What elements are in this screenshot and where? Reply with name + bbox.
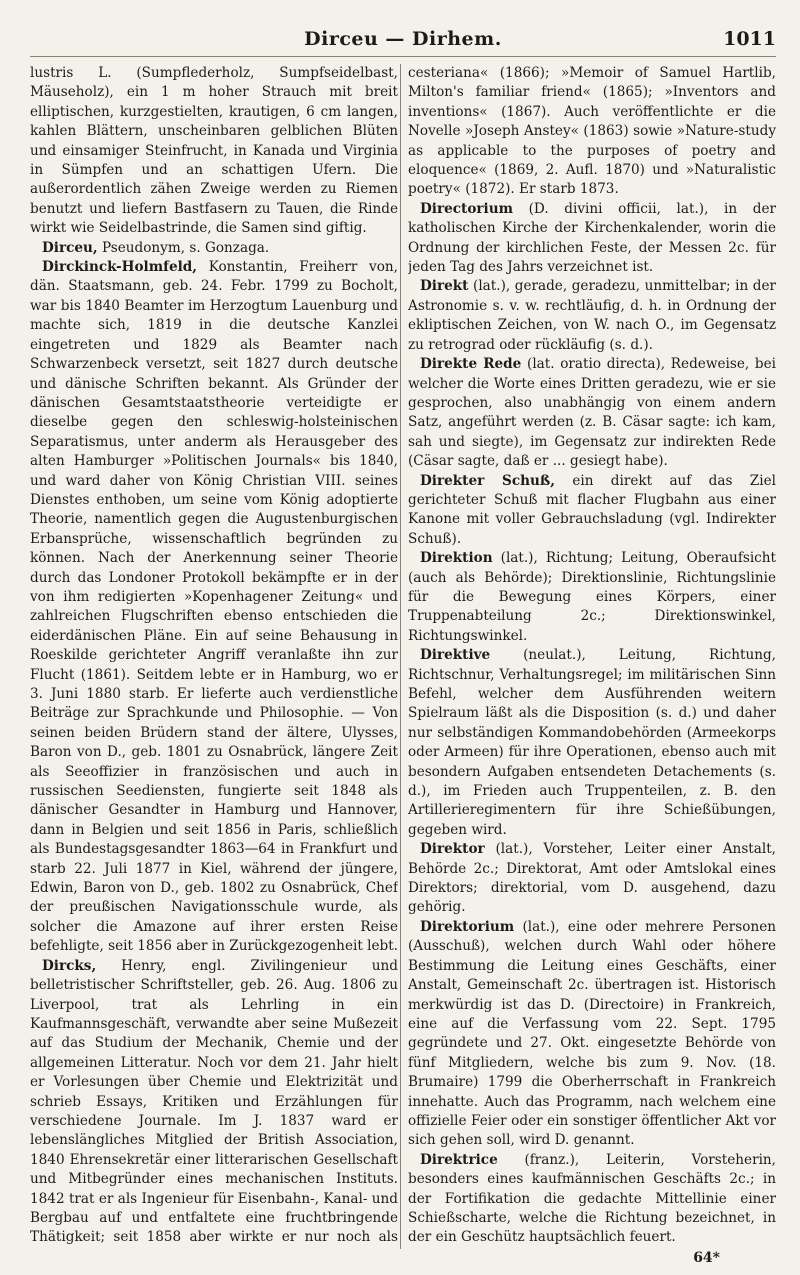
entry-headword: Direkte Rede <box>420 356 522 373</box>
entry-paragraph <box>408 64 776 200</box>
entry-headword: Direktion <box>420 550 493 567</box>
entry-text: (lat.), Richtung; Leitung, Oberaufsicht (auch als Behörde); Direktionslinie, Richtungslinie für die Bewegung eines Körpers, einer Truppenabteilung 2c.; Direktionswinkel, Richtungswinkel. <box>408 550 776 644</box>
entry-headword: Direktive <box>420 647 491 664</box>
entry-text: (lat.), gerade, geradezu, unmittelbar; in der Astronomie s. v. w. rechtläufig, d. h. in Ordnung der ekliptischen Zeichen, von W. nach O., im Gegensatz zu retrograd oder rückläufig (s. d.). <box>408 278 776 353</box>
entry-headword: Dircks, <box>42 957 97 974</box>
entry-paragraph <box>408 918 776 1151</box>
entry-paragraph <box>408 277 776 355</box>
entry-text: (lat.), eine oder mehrere Personen (Ausschuß), welchen durch Wahl oder höhere Bestimmung die Leitung eines Geschäfts, einer Anstalt, Gemeinschaft 2c. übertragen ist. Historisch merkwürdig ist das D. (Directoire) in Frankreich, eine auf die Verfassung vom 22. Sept. 1795 gegründete und 27. Okt. eingesetzte Behörde von fünf Mitgliedern, welche bis zum 9. Nov. (18. Brumaire) 1799 die Oberherrschaft in Frankreich innehatte. Auch das Programm, nach welchem eine offizielle Feier oder ein sonstiger öffentlicher Akt vor sich gehen soll, wird D. genannt. <box>408 918 776 1149</box>
entry-headword: Dirceu, <box>42 239 98 256</box>
entry-text: (franz.), Leiterin, Vorsteherin, besonders eines kaufmännischen Geschäfts 2c.; in der Fortifikation die gedachte Mittellinie einer Schießscharte, welche die Richtung bezeichnet, in der ein Geschütz hauptsächlich feuert. <box>408 1151 776 1244</box>
entry-paragraph <box>30 64 398 239</box>
entry-text: lustris L. (Sumpflederholz, Sumpfseidelbast, Mäuseholz), ein 1 m hoher Strauch mit breit elliptischen, kurzgestielten, krautigen, 6 cm langen, kahlen Blättern, unscheinbaren gelblichen Blüten und einsamiger Steinfrucht, in Kanada und Virginia in Sümpfen und an schattigen Ufern. Die außerordentlich zähen Zweige werden zu Riemen benutzt und liefern Bastfasern zu Tauen, die Rinde wirkt wie Seidelbastrinde, die Samen sind giftig. <box>30 65 398 237</box>
column-divider <box>400 64 401 1249</box>
entry-paragraph <box>30 258 398 957</box>
entry-headword: Direktorium <box>420 918 515 935</box>
entry-paragraph <box>408 355 776 471</box>
entry-paragraph <box>408 840 776 918</box>
entry-headword: Direktor <box>420 841 485 858</box>
entry-text: Pseudonym, s. Gonzaga. <box>101 239 270 256</box>
entry-headword: Direktrice <box>420 1151 498 1168</box>
entry-headword: Dirckinck-Holmfeld, <box>42 259 198 276</box>
entry-headword: Direkter Schuß, <box>420 472 555 489</box>
entry-headword: Directorium <box>420 200 513 217</box>
signature-mark: 64* <box>693 1250 720 1266</box>
entry-text: ein direkt auf das Ziel gerichteter Schuß mit flacher Flugbahn aus einer Kanone mit voller Gebrauchsladung (vgl. Indirekter Schuß). <box>408 472 776 547</box>
running-title: Dirceu — Dirhem. <box>304 28 502 50</box>
entry-text: (neulat.), Leitung, Richtung, Richtschnur, Verhaltungsregel; im militärischen Sinn Befehl, welcher dem Ausführenden weitern Spielraum läßt als die Disposition (s. d.) und daher nur selbständigen Kommandobehörden (Armeekorps oder Armeen) für ihre Operationen, ebenso auch mit besondern Aufgaben entsendeten Detachements (s. d.), im Frieden auch Truppenteilen, z. B. den Artillerieregimentern für ihre Schießübungen, gegeben wird. <box>408 647 776 838</box>
entry-text: cesteriana« (1866); »Memoir of Samuel Hartlib, Milton's familiar friend« (1865); »Inventors and inventions« (1867). Auch veröffentlichte er die Novelle »Joseph Anstey« (1863) sowie »Nature-study as applicable to the purposes of poetry and eloquence« (1869, 2. Aufl. 1870) und »Naturalistic poetry« (1872). Er starb 1873. <box>408 65 776 198</box>
right-column <box>408 64 776 1244</box>
entry-paragraph <box>408 472 776 550</box>
entry-paragraph <box>408 1151 776 1244</box>
entry-paragraph <box>30 957 398 1244</box>
entry-text: Henry, engl. Zivilingenieur und belletristischer Schriftsteller, geb. 26. Aug. 1806 zu Liverpool, trat als Lehrling in ein Kaufmannsgeschäft, verwandte aber seine Mußezeit auf das Studium der Mechanik, Chemie und der allgemeinen Litteratur. Noch vor dem 21. Jahr hielt er Vorlesungen über Chemie und Elektrizität und schrieb Essays, Kritiken und Erzählungen für verschiedene Journale. Im J. 1837 ward er lebenslängliches Mitglied der British Association, 1840 Ehrensekretär einer litterarischen Gesellschaft und Mitbegründer eines mechanischen Instituts. 1842 trat er als Ingenieur für Eisenbahn-, Kanal- und Bergbau auf und entfaltete eine fruchtbringende Thätigkeit; seit 1858 aber wirkte er nur noch als <box>30 957 398 1244</box>
entry-paragraph <box>30 239 398 258</box>
entry-text: (lat.), Vorsteher, Leiter einer Anstalt, Behörde 2c.; Direktorat, Amt oder Amtslokal eines Direktors; direktorial, vom D. ausgehend, dazu gehörig. <box>408 841 776 916</box>
entry-paragraph <box>408 200 776 278</box>
entry-text: Konstantin, Freiherr von, dän. Staatsmann, geb. 24. Febr. 1799 zu Bocholt, war bis 1840 Beamter im Herzogtum Lauenburg und machte sich, 1819 in die deutsche Kanzlei eingetreten und 1829 als Beamter nach Schwarzenbeck versetzt, seit 1827 durch deutsche und dänische Schriften bekannt. Als Gründer der dänischen Gesamtstaatstheorie verteidigte er dieselbe gegen den schleswig-holsteinischen Separatismus, unter anderm als Herausgeber des alten Hamburger »Politischen Journals« bis 1840, und ward daher von König Christian VIII. seines Dienstes enthoben, um seine vom König adoptierte Theorie, namentlich gegen die Augustenburgischen Erbansprüche, wissenschaftlich begründen zu können. Nach der Anerkennung seiner Theorie durch das Londoner Protokoll bekämpfte er in der von ihm redigierten »Kopenhagener Zeitung« und zahlreichen Flugschriften ebenso entschieden die eiderdänischen Pläne. Ein auf seine Behausung in Roeskilde gerichteter Angriff veranlaßte ihn zur Flucht (1861). Seitdem lebte er in Hamburg, wo er 3. Juni 1880 starb. Er lieferte auch verdienstliche Beiträge zur Sprachkunde und Philosophie. — Von seinen beiden Brüdern stand der ältere, Ulysses, Baron von D., geb. 1801 zu Osnabrück, längere Zeit als Seeoffizier in französischen und auch in russischen Seediensten, fungierte seit 1848 als dänischer Gesandter in Hamburg und Hannover, dann in Belgien und seit 1856 in Paris, schließlich als Bundestagsgesandter 1863—64 in Frankfurt und starb 22. Juli 1877 in Kiel, während der jüngere, Edwin, Baron von D., geb. 1802 zu Osnabrück, Chef der preußischen Navigationsschule wurde, als solcher die Amazone auf ihrer ersten Reise befehligte, seit 1856 aber in Zurückgezogenheit lebt. <box>30 259 398 955</box>
entry-paragraph <box>408 549 776 646</box>
entry-paragraph <box>408 646 776 840</box>
entry-text: (lat. oratio directa), Redeweise, bei welcher die Worte eines Dritten geradezu, wie er sie gesprochen, also unabhängig von einem andern Satz, angeführt werden (z. B. Cäsar sagte: ich kam, sah und siegte), im Gegensatz zur indirekten Rede (Cäsar sagte, daß er ... gesiegt habe). <box>408 356 776 470</box>
left-column <box>30 64 398 1244</box>
page-number: 1011 <box>723 28 776 50</box>
entry-text: (D. divini officii, lat.), in der katholischen Kirche der Kirchenkalender, worin die Ordnung der kirchlichen Feste, der Messen 2c. für jeden Tag des Jahrs verzeichnet ist. <box>408 200 776 276</box>
entry-headword: Direkt <box>420 278 469 295</box>
page-header <box>30 28 776 57</box>
